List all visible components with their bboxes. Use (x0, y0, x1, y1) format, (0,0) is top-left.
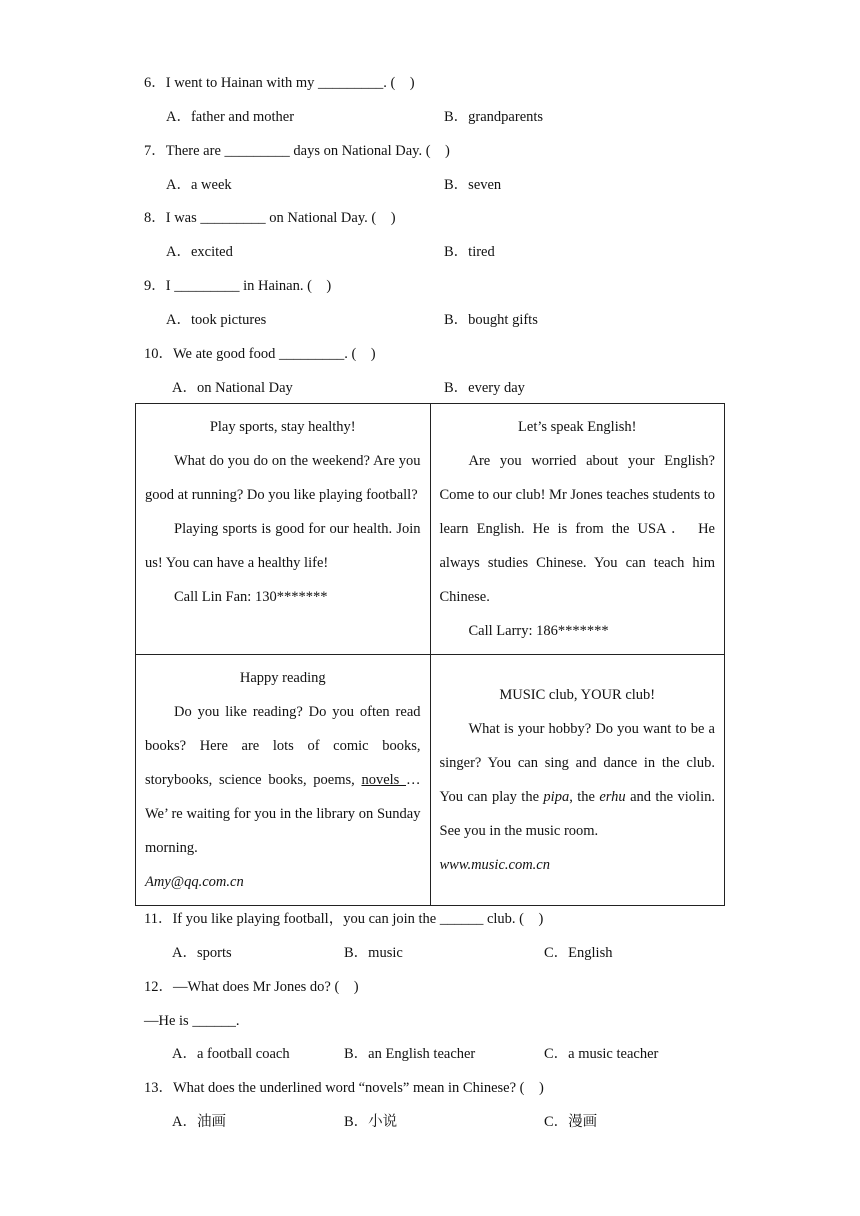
english-ad-paragraph-1: Are you worried about your English? Come to our club! Mr Jones teaches students to learn English. He is from the USA． He always studies Chinese. You can teach him Chinese. (439, 453, 715, 605)
sports-club-ad (136, 404, 431, 655)
music-ad-pipa: pipa (543, 789, 570, 805)
music-ad-text-b: , the (569, 789, 600, 805)
reading-ad-paragraph-1 (145, 695, 421, 865)
question-9-option-a[interactable]: A．took pictures (166, 312, 267, 328)
question-7-option-b[interactable]: B．seven (444, 177, 502, 193)
music-ad-text-a: What is your hobby? Do you want to be a singer? You can sing and dance in the club. You can play the (439, 721, 715, 805)
question-13-option-b[interactable]: B．小说 (344, 1114, 398, 1130)
question-7-stem: 7．There are _________ days on National Day. ( ) (144, 143, 450, 159)
question-8-option-b[interactable]: B．tired (444, 244, 495, 260)
english-club-ad (430, 404, 725, 655)
question-8-stem: 8．I was _________ on National Day. ( ) (144, 210, 396, 226)
question-10-stem: 10．We ate good food _________. ( ) (144, 346, 376, 362)
sports-ad-paragraph-1: What do you do on the weekend? Are you good at running? Do you like playing football? (145, 453, 421, 503)
question-12-option-b[interactable]: B．an English teacher (344, 1046, 476, 1062)
music-ad-website[interactable]: www.music.com.cn (439, 857, 550, 873)
question-11-option-c[interactable]: C．English (544, 945, 613, 961)
question-10-option-b[interactable]: B．every day (444, 380, 525, 396)
sports-ad-title: Play sports, stay healthy! (209, 419, 356, 435)
question-6-stem: 6．I went to Hainan with my _________. ( ) (144, 75, 415, 91)
english-ad-contact: Call Larry: 186******* (468, 623, 609, 639)
reading-ad-text-before: Do you like reading? Do you often read books? Here are lots of comic books, storybooks, science books, poems, (145, 704, 421, 788)
question-12-option-c[interactable]: C．a music teacher (544, 1046, 659, 1062)
reading-ad-title: Happy reading (239, 670, 326, 686)
sports-ad-contact: Call Lin Fan: 130******* (174, 589, 328, 605)
question-11-option-a[interactable]: A．sports (172, 945, 232, 961)
question-12-answer-line: —He is ______. (144, 1013, 240, 1029)
question-13-option-c[interactable]: C．漫画 (544, 1114, 598, 1130)
music-club-ad (430, 655, 725, 906)
question-10-option-a[interactable]: A．on National Day (172, 380, 293, 396)
question-9-stem: 9．I _________ in Hainan. ( ) (144, 278, 332, 294)
music-ad-text-c: and the violin. See you in the music room. (439, 789, 715, 839)
question-6-option-a[interactable]: A．father and mother (166, 109, 295, 125)
question-11-option-b[interactable]: B．music (344, 945, 403, 961)
question-12-option-a[interactable]: A．a football coach (172, 1046, 290, 1062)
question-13-option-a[interactable]: A．油画 (172, 1114, 226, 1130)
reading-ad-contact-email[interactable]: Amy@qq.com.cn (145, 874, 244, 890)
question-12-stem: 12．—What does Mr Jones do? ( ) (144, 979, 359, 995)
question-13-stem: 13．What does the underlined word “novels” mean in Chinese? ( ) (144, 1080, 544, 1096)
reading-ad-text-after: … We’ re waiting for you in the library on Sunday morning. (145, 772, 421, 856)
novels-underlined-word: novels (361, 772, 407, 788)
question-11-stem: 11．If you like playing football，you can join the ______ club. ( ) (144, 911, 544, 927)
question-8-option-a[interactable]: A．excited (166, 244, 233, 260)
question-9-option-b[interactable]: B．bought gifts (444, 312, 538, 328)
sports-ad-paragraph-2: Playing sports is good for our health. Join us! You can have a healthy life! (145, 521, 421, 571)
reading-club-ad (136, 655, 431, 906)
english-ad-title: Let’s speak English! (518, 419, 637, 435)
question-7-option-a[interactable]: A．a week (166, 177, 232, 193)
question-6-option-b[interactable]: B．grandparents (444, 109, 544, 125)
club-ads-table (135, 403, 725, 906)
music-ad-erhu: erhu (599, 789, 626, 805)
music-ad-paragraph-1 (440, 712, 716, 848)
music-ad-title: MUSIC club, YOUR club! (499, 687, 656, 703)
